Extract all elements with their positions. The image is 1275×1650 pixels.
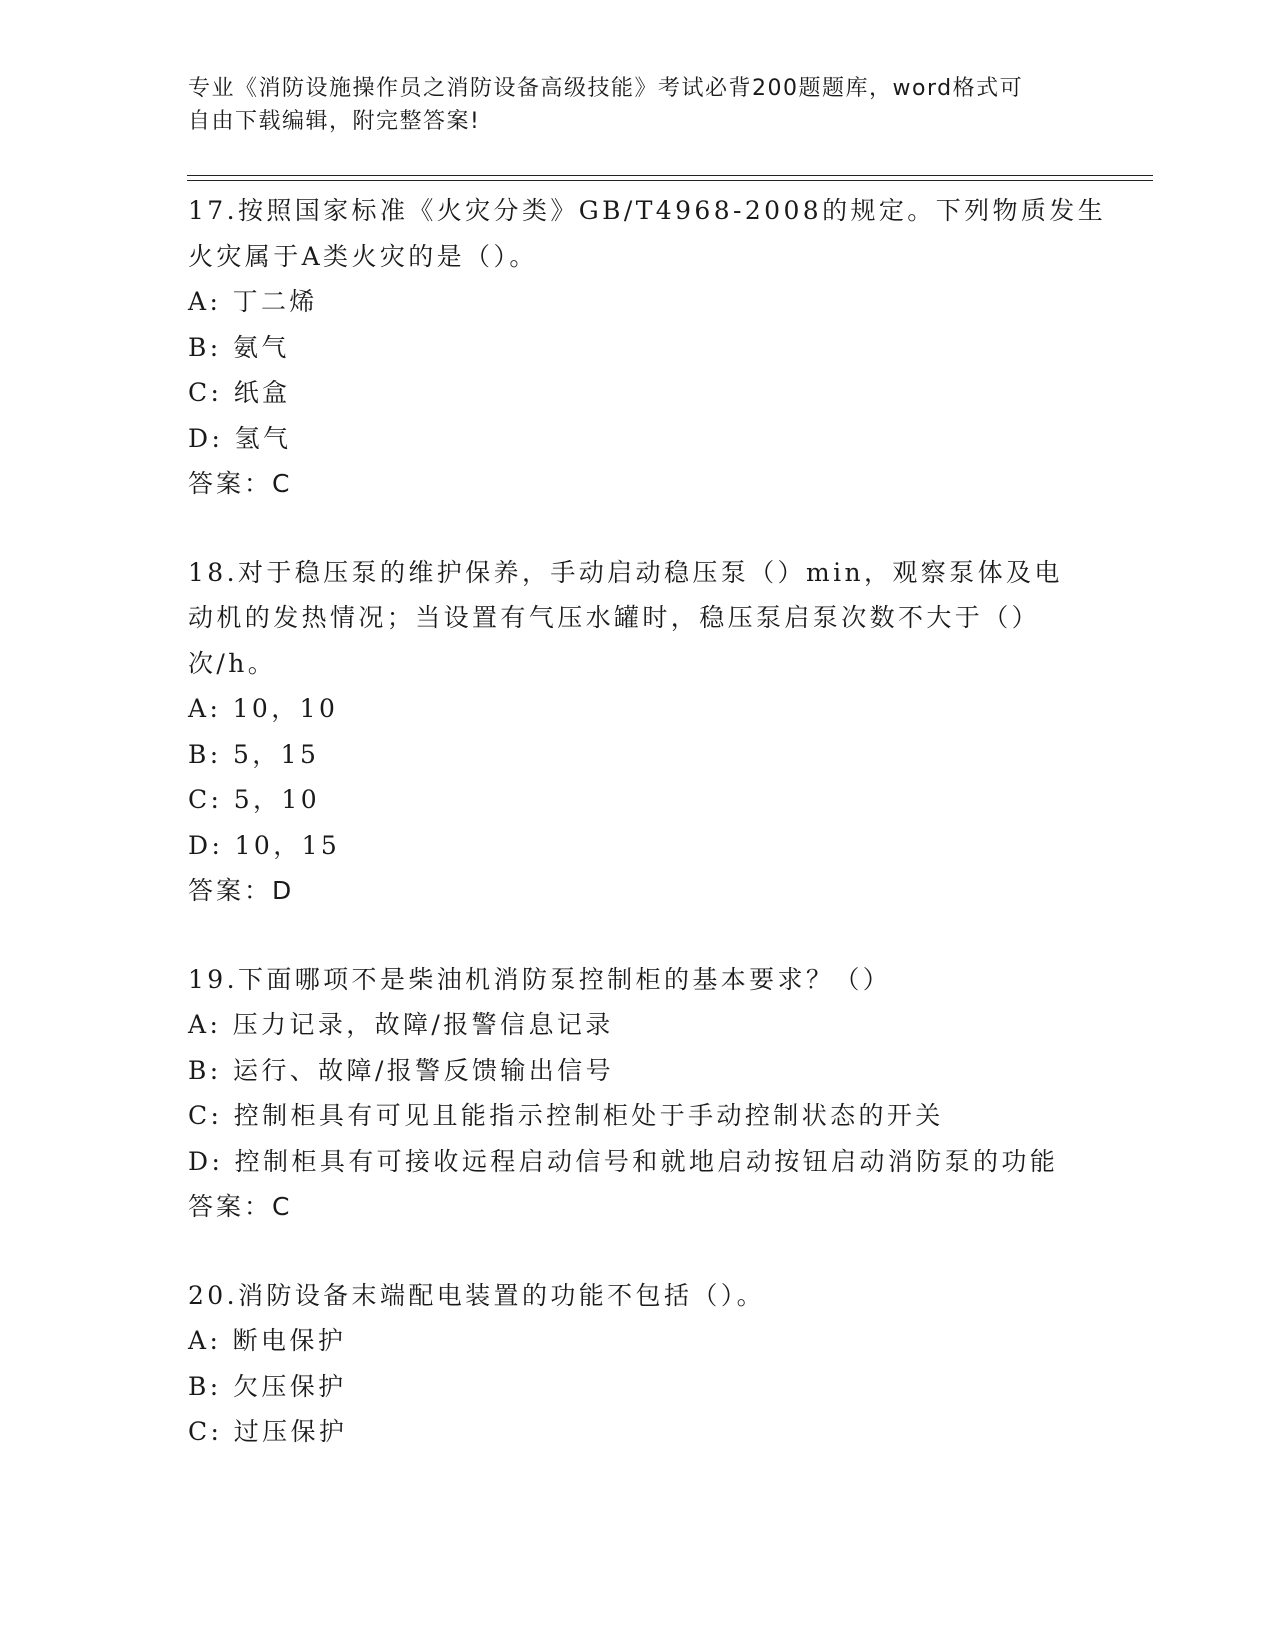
question-20 bbox=[188, 1273, 1088, 1455]
option-d: D: 氢气 bbox=[188, 423, 292, 453]
question-spacer bbox=[188, 1230, 1088, 1273]
question-stem-line: 火灾属于A类火灾的是（）。 bbox=[188, 241, 538, 271]
option-b: B: 运行、故障/报警反馈输出信号 bbox=[188, 1055, 614, 1085]
option-a: A: 丁二烯 bbox=[188, 287, 318, 316]
question-list bbox=[188, 188, 1107, 1455]
answer-line: 答案：D bbox=[188, 876, 295, 905]
question-19 bbox=[188, 957, 1088, 1230]
question-spacer bbox=[188, 914, 1088, 957]
question-stem-line: 19.下面哪项不是柴油机消防泵控制柜的基本要求？（） bbox=[188, 964, 892, 994]
option-d: D: 10，15 bbox=[188, 830, 341, 860]
header-line-2: 自由下载编辑，附完整答案! bbox=[188, 109, 481, 134]
header-line-1: 专业《消防设施操作员之消防设备高级技能》考试必背200题题库，word格式可 bbox=[188, 76, 1024, 101]
question-spacer bbox=[188, 507, 1088, 550]
question-17 bbox=[188, 188, 1107, 507]
answer-line: 答案：C bbox=[188, 469, 293, 498]
option-c: C: 5，10 bbox=[188, 785, 321, 814]
answer-line: 答案：C bbox=[188, 1192, 293, 1221]
header-divider-top bbox=[187, 175, 1153, 176]
option-c: C: 纸盒 bbox=[188, 378, 291, 407]
question-stem-line: 20.消防设备末端配电装置的功能不包括（）。 bbox=[188, 1280, 766, 1310]
option-b: B: 欠压保护 bbox=[188, 1371, 347, 1401]
option-c: C: 控制柜具有可见且能指示控制柜处于手动控制状态的开关 bbox=[188, 1101, 944, 1130]
option-c: C: 过压保护 bbox=[188, 1417, 348, 1446]
option-b: B: 氨气 bbox=[188, 332, 290, 362]
option-a: A: 10，10 bbox=[188, 694, 339, 723]
question-stem-line: 18.对于稳压泵的维护保养，手动启动稳压泵（）min，观察泵体及电 bbox=[188, 557, 1063, 587]
option-d: D: 控制柜具有可接收远程启动信号和就地启动按钮启动消防泵的功能 bbox=[188, 1146, 1059, 1176]
question-stem-line: 次/h。 bbox=[188, 648, 277, 678]
option-b: B: 5，15 bbox=[188, 739, 320, 769]
option-a: A: 压力记录，故障/报警信息记录 bbox=[188, 1010, 614, 1039]
option-a: A: 断电保护 bbox=[188, 1326, 347, 1355]
header-divider-bottom bbox=[187, 180, 1153, 181]
question-stem-line: 动机的发热情况；当设置有气压水罐时，稳压泵启泵次数不大于（） bbox=[188, 603, 1041, 632]
question-18 bbox=[188, 550, 1088, 914]
document-header bbox=[188, 72, 1068, 138]
question-stem-line: 17.按照国家标准《火灾分类》GB/T4968-2008的规定。下列物质发生 bbox=[188, 196, 1107, 225]
